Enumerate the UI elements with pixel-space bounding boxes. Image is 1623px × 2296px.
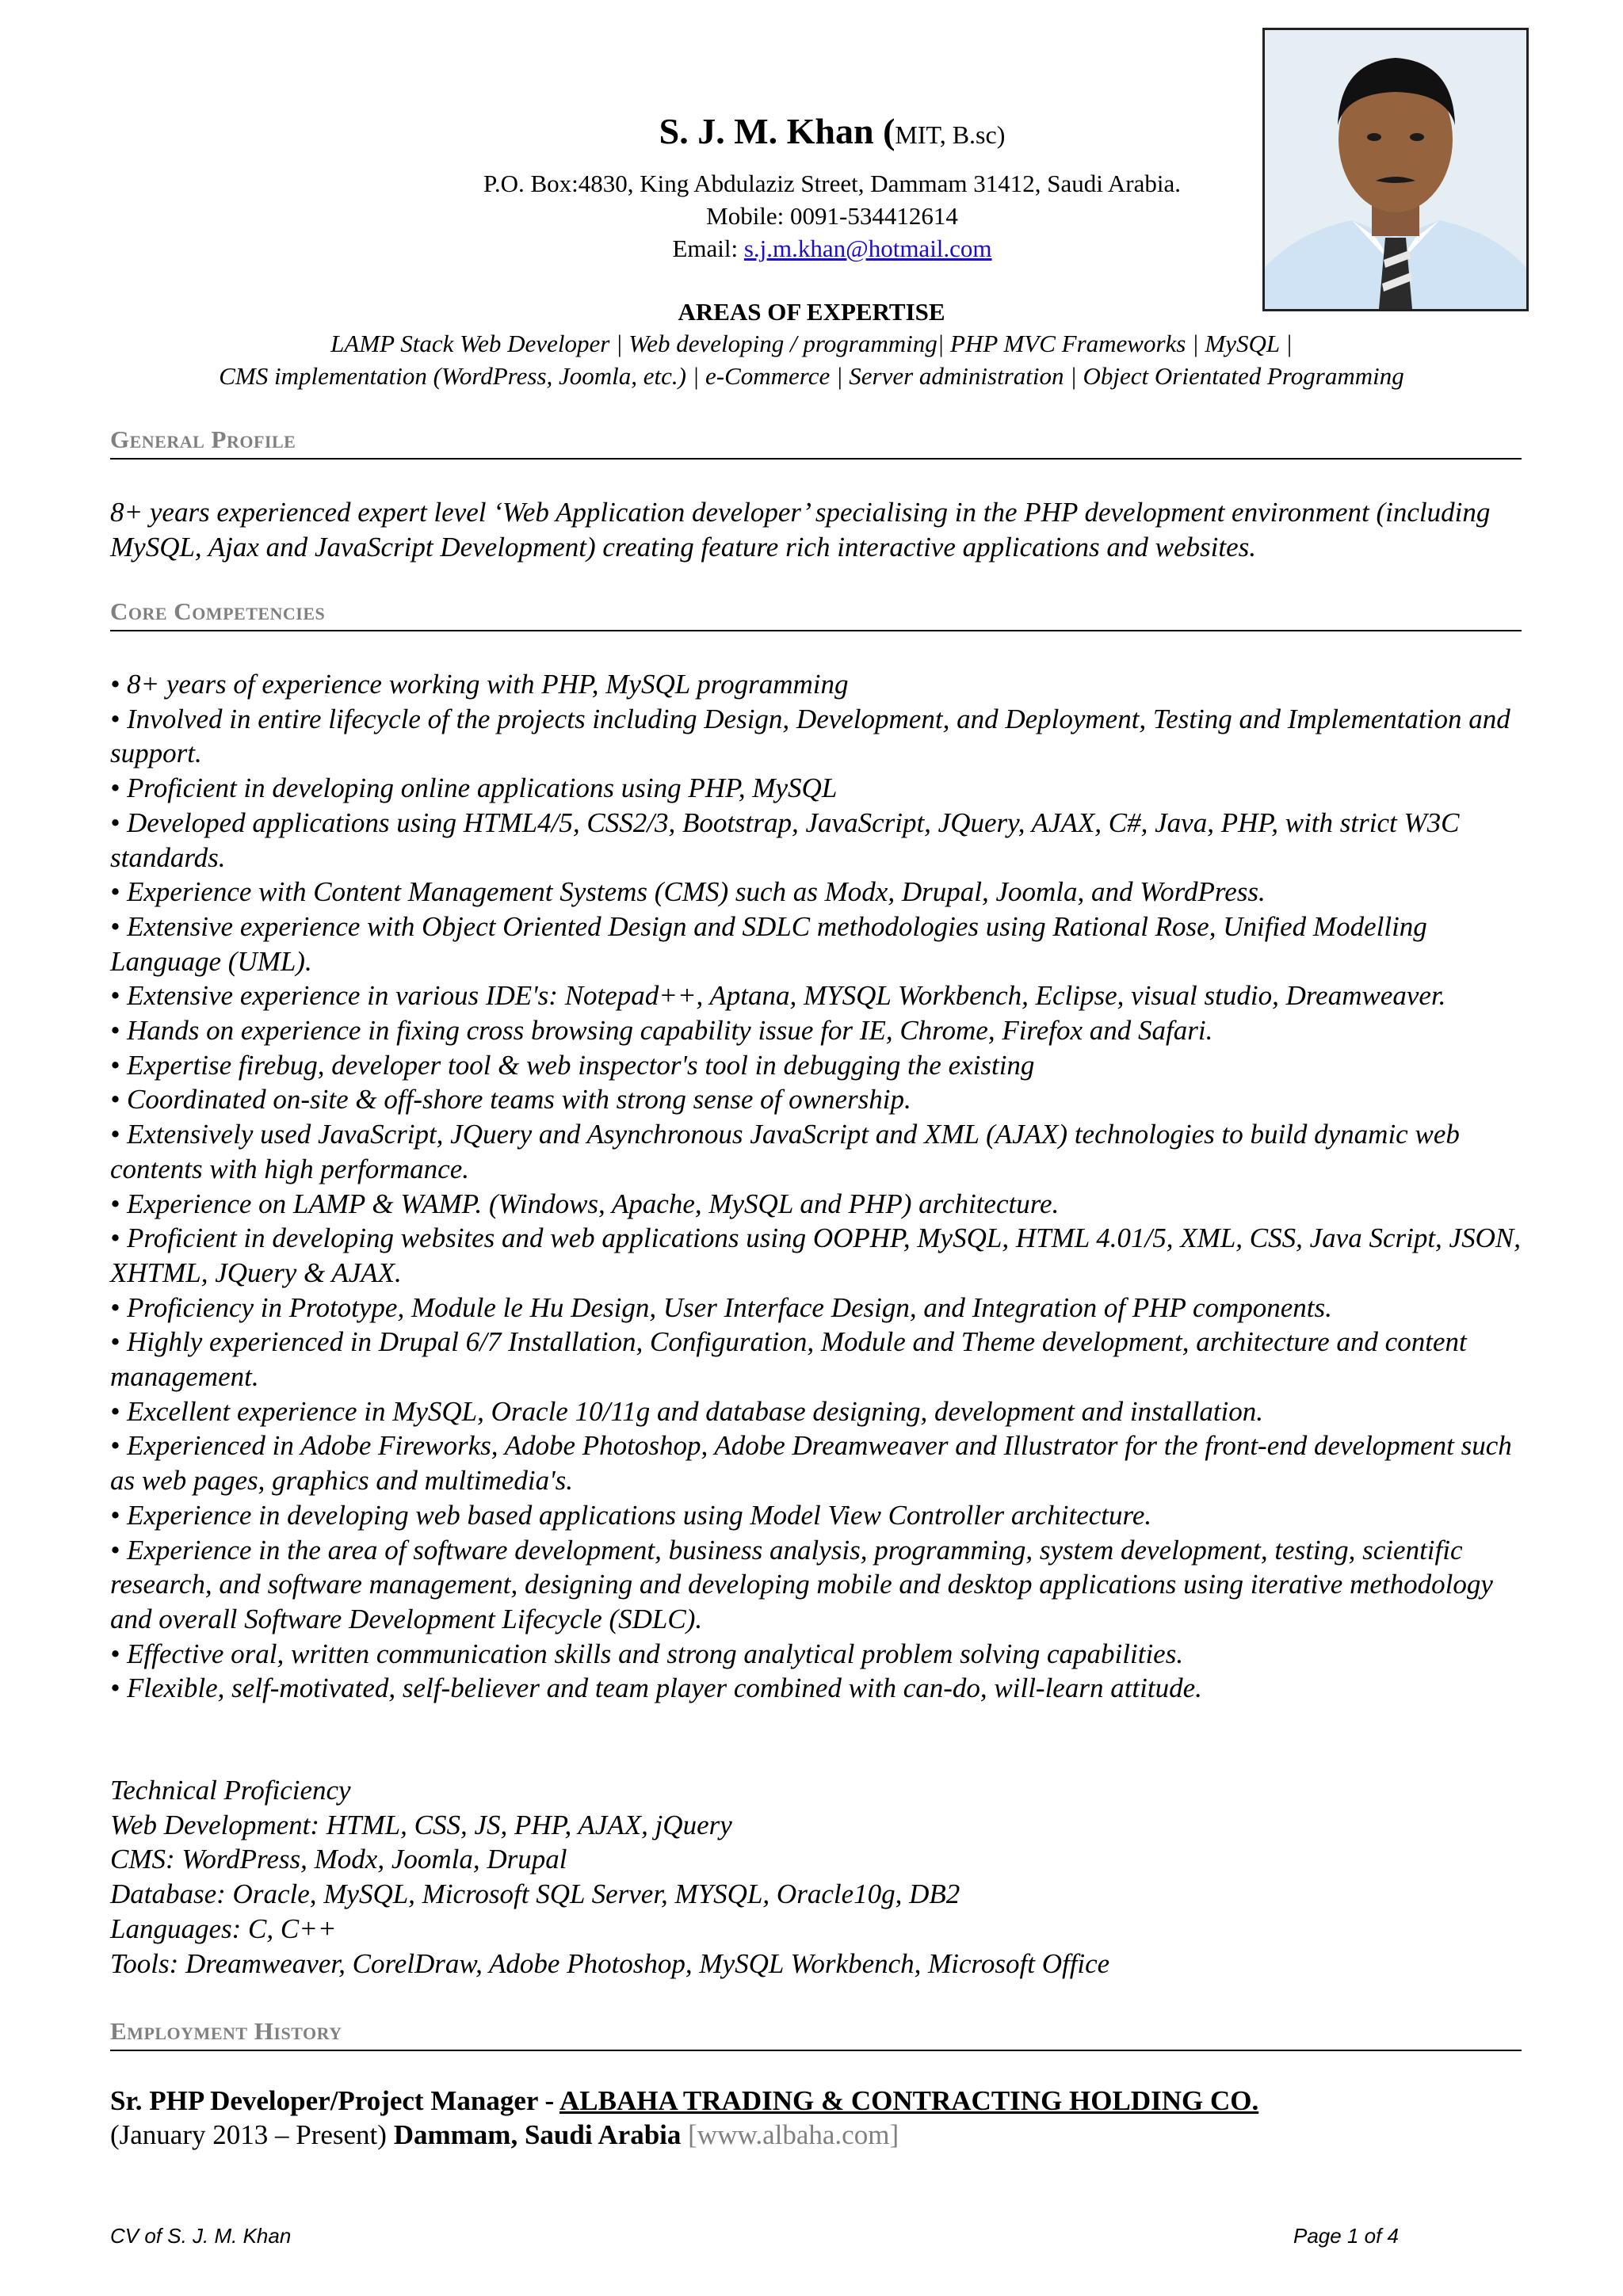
competency-item: • Hands on experience in fixing cross browsing capability issue for IE, Chrome, Firefox and Safari. [110, 1015, 1213, 1047]
job-title [110, 2084, 1258, 2119]
competency-item: • Effective oral, written communication skills and strong analytical problem solving capabilities. [110, 1638, 1184, 1669]
technical-line: Tools: Dreamweaver, CorelDraw, Adobe Photoshop, MySQL Workbench, Microsoft Office [110, 1947, 1110, 1979]
footer-page-number: Page 1 of 4 [1293, 2224, 1399, 2248]
company-website: [www.albaha.com] [681, 2119, 899, 2150]
competency-item: • Proficient in developing online applications using PHP, MySQL [110, 772, 838, 804]
expertise-line-2: CMS implementation (WordPress, Joomla, etc.) | e-Commerce | Server administration | Object Orientated Programming [219, 362, 1404, 390]
competency-item: • Highly experienced in Drupal 6/7 Installation, Configuration, Module and Theme development, architecture and content management. [110, 1326, 1467, 1393]
job-role: Sr. PHP Developer/Project Manager - [110, 2085, 559, 2116]
qualifications: MIT, B.sc) [895, 120, 1006, 149]
competency-item: • Extensively used JavaScript, JQuery and Asynchronous JavaScript and XML (AJAX) technologies to build dynamic web contents with high performance. [110, 1119, 1460, 1184]
address-line: P.O. Box:4830, King Abdulaziz Street, Dammam 31412, Saudi Arabia. [483, 170, 1181, 197]
competency-item: • Extensive experience in various IDE's: Notepad++, Aptana, MYSQL Workbench, Eclipse, visual studio, Dreamweaver. [110, 980, 1446, 1012]
general-profile-text [110, 495, 1529, 564]
name-paren: ( [873, 111, 896, 151]
email-label: Email: [672, 235, 744, 262]
technical-title: Technical Proficiency [110, 1775, 351, 1806]
expertise-line-1: LAMP Stack Web Developer | Web developing / programming| PHP MVC Frameworks | MySQL | [330, 330, 1293, 357]
competency-item: • Proficiency in Prototype, Module le Hu Design, User Interface Design, and Integration of PHP components. [110, 1291, 1332, 1323]
competency-item: • Experience in developing web based applications using Model View Controller architecture. [110, 1499, 1152, 1531]
competency-item: • Involved in entire lifecycle of the projects including Design, Development, and Deployment, Testing and Implementation and support. [110, 703, 1510, 769]
email-link[interactable]: s.j.m.khan@hotmail.com [743, 235, 992, 262]
company-name: ALBAHA TRADING & CONTRACTING HOLDING CO. [559, 2085, 1259, 2116]
competency-item: • Experience with Content Management Systems (CMS) such as Modx, Drupal, Joomla, and WordPress. [110, 876, 1266, 908]
technical-proficiency [110, 1773, 1537, 1981]
competency-item: • Expertise firebug, developer tool & web inspector's tool in debugging the existing [110, 1049, 1035, 1081]
competency-item: • Flexible, self-motivated, self-believer and team player combined with can-do, will-learn attitude. [110, 1672, 1202, 1704]
competency-item: • Extensive experience with Object Oriented Design and SDLC methodologies using Rational Rose, Unified Modelling Language (UML). [110, 910, 1427, 977]
name-text: S. J. M. Khan [659, 111, 874, 151]
competency-item: • Developed applications using HTML4/5, CSS2/3, Bootstrap, JavaScript, JQuery, AJAX, C#, Java, PHP, with strict W3C standards. [110, 807, 1460, 873]
footer-cv-label: CV of S. J. M. Khan [110, 2224, 292, 2248]
general-profile-heading: General Profile [110, 425, 1522, 460]
technical-line: Web Development: HTML, CSS, JS, PHP, AJAX, jQuery [110, 1809, 732, 1840]
mobile-line: Mobile: 0091-534412614 [706, 202, 958, 230]
general-profile-paragraph: 8+ years experienced expert level ‘Web Application developer’ specialising in the PHP development environment (including MySQL, Ajax and JavaScript Development) creating feature rich interactive applications and websites. [110, 497, 1491, 563]
competency-item: • 8+ years of experience working with PHP, MySQL programming [110, 669, 849, 700]
technical-line: CMS: WordPress, Modx, Joomla, Drupal [110, 1844, 567, 1875]
employment-history-heading: Employment History [110, 2016, 1522, 2051]
expertise-title: AREAS OF EXPERTISE [678, 298, 945, 326]
candidate-name [158, 109, 1506, 157]
job-period: (January 2013 – Present) [110, 2119, 394, 2150]
competency-item: • Experience on LAMP & WAMP. (Windows, Apache, MySQL and PHP) architecture. [110, 1188, 1060, 1219]
core-competencies-heading: Core Competencies [110, 597, 1522, 631]
job-location: Dammam, Saudi Arabia [393, 2119, 682, 2150]
email-line [158, 232, 1506, 265]
competency-item: • Proficient in developing websites and web applications using OOPHP, MySQL, HTML 4.01/5, XML, CSS, Java Script, JSON, XHTML, JQuery & AJAX. [110, 1222, 1521, 1288]
competency-item: • Excellent experience in MySQL, Oracle 10/11g and database designing, development and installation. [110, 1395, 1264, 1427]
job-meta [110, 2118, 899, 2153]
technical-line: Database: Oracle, MySQL, Microsoft SQL Server, MYSQL, Oracle10g, DB2 [110, 1878, 960, 1910]
technical-line: Languages: C, C++ [110, 1913, 337, 1944]
core-competencies-list [110, 667, 1537, 1706]
competency-item: • Experienced in Adobe Fireworks, Adobe Photoshop, Adobe Dreamweaver and Illustrator for the front-end development such as web pages, graphics and multimedia's. [110, 1430, 1512, 1497]
competency-item: • Experience in the area of software development, business analysis, programming, system development, testing, scientific research, and software management, designing and developing mobile and desktop applications using iterative methodology and overall Software Development Lifecycle (SDLC). [110, 1534, 1493, 1634]
competency-item: • Coordinated on-site & off-shore teams with strong sense of ownership. [110, 1084, 911, 1116]
